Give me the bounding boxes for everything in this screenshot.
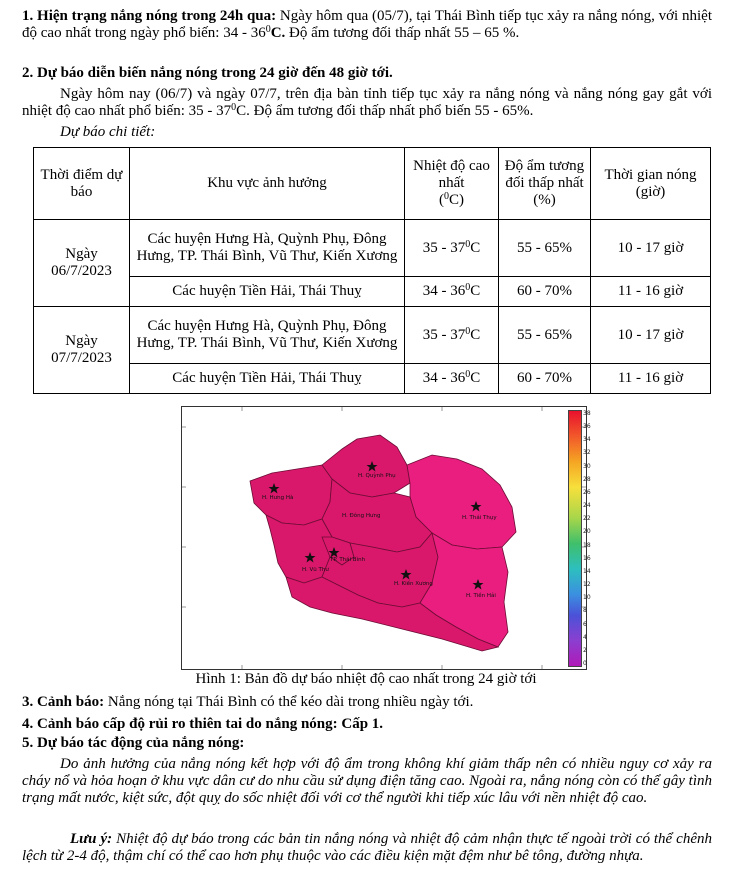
row-hours: 10 - 17 giờ	[591, 307, 711, 364]
section-2-title-wrap	[22, 65, 712, 82]
table-row	[34, 364, 711, 394]
superscript: 0	[231, 102, 237, 113]
section-1-humidity: Độ ẩm tương đối thấp nhất 55 – 65 %.	[285, 25, 520, 41]
row-temp-unit: C	[470, 326, 481, 343]
legend-tick-label: 36	[583, 423, 591, 431]
header-hours: Thời gian nóng (giờ)	[591, 148, 711, 220]
table-row	[34, 277, 711, 307]
row-temp	[405, 220, 499, 277]
legend-tick-label: 2	[583, 646, 587, 654]
superscript: 0	[465, 282, 471, 293]
section-4	[22, 716, 712, 733]
legend-tick-label: 4	[583, 633, 587, 641]
header-time: Thời điểm dự báo	[34, 148, 130, 220]
row-humidity: 55 - 65%	[499, 307, 591, 364]
row-temp-unit: C	[470, 239, 481, 256]
legend-tick-label: 26	[583, 488, 591, 496]
legend-tick-label: 10	[583, 594, 591, 602]
legend-tick-label: 0	[583, 660, 587, 667]
color-legend-bar	[568, 410, 582, 667]
row-humidity: 60 - 70%	[499, 364, 591, 394]
superscript: 0	[465, 325, 471, 337]
section-5-text-wrap	[22, 756, 712, 807]
table-row	[34, 220, 711, 277]
legend-tick-label: 8	[583, 607, 587, 615]
map-label: H. Thái Thụy	[462, 515, 497, 521]
row-temp-value: 35 - 37	[422, 239, 466, 256]
row-area: Các huyện Tiền Hải, Thái Thuỵ	[130, 277, 405, 307]
row-temp-unit: C	[470, 370, 481, 386]
row-date: Ngày 06/7/2023	[34, 220, 130, 307]
row-humidity: 55 - 65%	[499, 220, 591, 277]
header-humidity: Độ ẩm tương đối thấp nhất (%)	[499, 148, 591, 220]
legend-tick-label: 34	[583, 436, 591, 444]
row-date: Ngày 07/7/2023	[34, 307, 130, 394]
detail-label: Dự báo chi tiết:	[60, 124, 156, 140]
legend-tick-label: 28	[583, 475, 591, 483]
table-header-row	[34, 148, 711, 220]
color-legend-ticks	[583, 411, 603, 666]
section-1-text: Ngày hôm qua (05/7), tại Thái Bình tiếp tục xảy ra nắng nóng, với nhiệt độ cao nhất trong ngày phổ biến: 34 - 36	[22, 8, 712, 41]
legend-tick-label: 38	[583, 410, 591, 417]
map-label: H. Tiền Hải	[466, 593, 496, 599]
section-3	[22, 694, 712, 711]
row-area: Các huyện Hưng Hà, Quỳnh Phụ, Đông Hưng, TP. Thái Bình, Vũ Thư, Kiến Xương	[130, 220, 405, 277]
section-4-title: 4. Cảnh báo cấp độ rủi ro thiên tai do nắng nóng: Cấp 1.	[22, 716, 384, 732]
legend-tick-label: 30	[583, 462, 591, 470]
legend-tick-label: 12	[583, 581, 591, 589]
section-1	[22, 8, 712, 42]
temperature-map	[181, 406, 587, 670]
superscript: 0	[465, 369, 471, 380]
forecast-table	[33, 147, 711, 394]
map-caption: Hình 1: Bản đồ dự báo nhiệt độ cao nhất trong 24 giờ tới	[195, 671, 537, 687]
section-3-title: 3. Cảnh báo:	[22, 694, 105, 710]
section-2-text-b: C. Độ ẩm tương đối thấp nhất phổ biến 55 - 65%.	[236, 103, 534, 119]
section-2-title: 2. Dự báo diễn biến nắng nóng trong 24 giờ đến 48 giờ tới.	[22, 65, 393, 81]
row-area: Các huyện Tiền Hải, Thái Thuỵ	[130, 364, 405, 394]
legend-tick-label: 32	[583, 449, 591, 457]
legend-tick-label: 24	[583, 502, 591, 510]
superscript: 0	[444, 191, 449, 202]
row-humidity: 60 - 70%	[499, 277, 591, 307]
section-1-unit: C.	[270, 25, 286, 41]
section-3-text: Nắng nóng tại Thái Bình có thể kéo dài trong nhiều ngày tới.	[104, 694, 474, 710]
section-2-text-a: Ngày hôm nay (06/7) và ngày 07/7, trên địa bàn tỉnh tiếp tục xảy ra nắng nóng và nắng nóng gay gắt với nhiệt độ cao nhất phổ biến: 35 - 37	[22, 86, 712, 119]
row-hours: 10 - 17 giờ	[591, 220, 711, 277]
row-hours: 11 - 16 giờ	[591, 277, 711, 307]
row-temp-value: 34 - 36	[422, 370, 466, 386]
legend-tick-label: 16	[583, 554, 591, 562]
row-temp	[405, 364, 499, 394]
header-temp-unit: C)	[449, 192, 464, 208]
legend-tick-label: 18	[583, 541, 591, 549]
row-temp-value: 35 - 37	[422, 326, 466, 343]
map-label: TP. Thái Bình	[330, 557, 366, 563]
header-temp-open: (	[439, 192, 444, 208]
note-label: Lưu ý:	[70, 831, 113, 847]
map-label: H. Vũ Thư	[302, 567, 329, 573]
row-temp	[405, 277, 499, 307]
section-5-title-wrap	[22, 735, 712, 752]
map-label: H. Kiến Xương	[394, 581, 433, 587]
map-label: H. Quỳnh Phụ	[358, 473, 396, 479]
map-svg	[182, 407, 586, 669]
legend-tick-label: 20	[583, 528, 591, 536]
note	[22, 831, 712, 865]
detail-label-wrap	[60, 124, 360, 141]
section-5-title: 5. Dự báo tác động của nắng nóng:	[22, 735, 245, 751]
superscript: 0	[265, 24, 271, 35]
section-2-text	[22, 86, 712, 120]
row-temp-unit: C	[470, 283, 481, 299]
legend-tick-label: 22	[583, 515, 591, 523]
table-row	[34, 307, 711, 364]
header-area: Khu vực ảnh hưởng	[130, 148, 405, 220]
section-5-text: Do ảnh hưởng của nắng nóng kết hợp với độ ẩm trong không khí giảm thấp nên có nhiều nguy cơ xảy ra cháy nổ và hỏa hoạn ở khu vực dân cư do nhu cầu sử dụng điện tăng cao. Ngoài ra, nắng nóng còn có thể gây tình trạng mất nước, kiệt sức, đột quỵ do sốc nhiệt đối với cơ thể người khi tiếp xúc lâu với nền nhiệt độ cao.	[22, 756, 712, 806]
map-label: H. Đông Hưng	[342, 513, 381, 519]
header-temp-label: Nhiệt độ cao nhất	[413, 158, 490, 191]
row-temp	[405, 307, 499, 364]
header-temp	[405, 148, 499, 220]
map-label: H. Hưng Hà	[262, 495, 294, 501]
legend-tick-label: 14	[583, 567, 591, 575]
section-1-title: 1. Hiện trạng nắng nóng trong 24h qua:	[22, 8, 277, 24]
row-area: Các huyện Hưng Hà, Quỳnh Phụ, Đông Hưng, TP. Thái Bình, Vũ Thư, Kiến Xương	[130, 307, 405, 364]
note-text: Nhiệt độ dự báo trong các bản tin nắng nóng và nhiệt độ cảm nhận thực tế ngoài trời có thể chênh lệch từ 2-4 độ, thậm chí có thể cao hơn phụ thuộc vào các điều kiện mặt đệm như bê tông, đường nhựa.	[22, 831, 712, 864]
row-hours: 11 - 16 giờ	[591, 364, 711, 394]
superscript: 0	[465, 238, 471, 250]
legend-tick-label: 6	[583, 620, 587, 628]
row-temp-value: 34 - 36	[422, 283, 466, 299]
